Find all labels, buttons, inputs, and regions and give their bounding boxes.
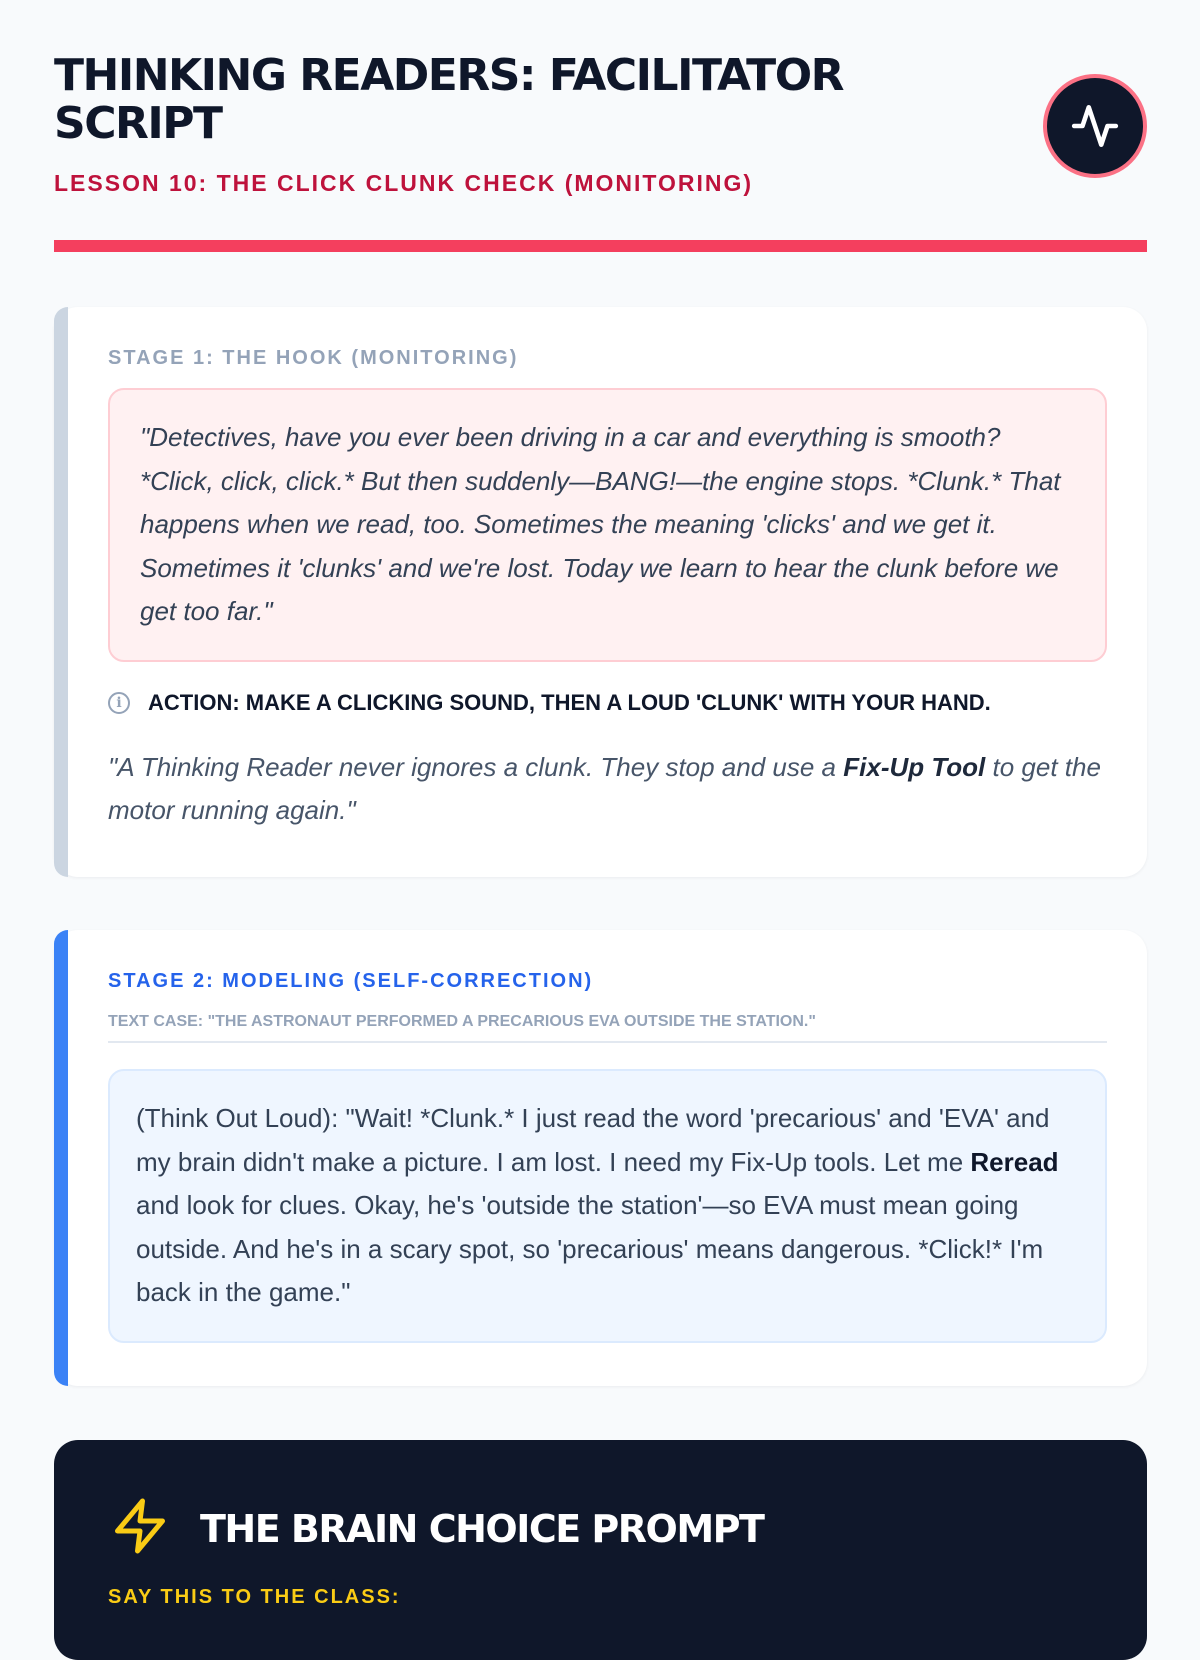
- header-divider: [54, 240, 1147, 252]
- text-case: TEXT CASE: "THE ASTRONAUT PERFORMED A PRECARIOUS EVA OUTSIDE THE STATION.": [108, 1013, 1107, 1043]
- closing-quote: [108, 746, 1107, 833]
- reread-term: Reread: [970, 1146, 1059, 1177]
- info-icon: i: [108, 692, 130, 714]
- think-aloud-end: and look for clues. Okay, he's 'outside the station'—so EVA must mean going outside. And he's in a scary spot, so 'precarious' means dangerous. *Click!* I'm back in the game.": [136, 1190, 1044, 1307]
- action-instruction: ACTION: MAKE A CLICKING SOUND, THEN A LOUD 'CLUNK' WITH YOUR HAND.: [148, 689, 991, 715]
- think-aloud-box: [108, 1069, 1107, 1343]
- prompt-title: THE BRAIN CHOICE PROMPT: [200, 1506, 764, 1551]
- stage-1-label: STAGE 1: THE HOOK (MONITORING): [108, 347, 519, 369]
- stage-2-card: [54, 930, 1147, 1386]
- activity-pulse-icon: [1043, 74, 1147, 178]
- think-aloud-start: (Think Out Loud): "Wait! *Clunk.* I just read the word 'precarious' and 'EVA' and my brain didn't make a picture. I am lost. I need my Fix-Up tools. Let me: [136, 1103, 1050, 1177]
- header: [54, 0, 1147, 254]
- lightning-bolt-icon: [110, 1496, 170, 1561]
- hook-quote: "Detectives, have you ever been driving in a car and everything is smooth? *Click, click, click.* But then suddenly—BANG!—the engine stops. *Clunk.* That happens when we read, too. Sometimes the meaning 'clicks' and we get it. Sometimes it 'clunks' and we're lost. Today we learn to hear the clunk before we get too far.": [108, 388, 1107, 662]
- action-row: [108, 690, 1107, 716]
- page-title: THINKING READERS: FACILITATOR SCRIPT: [54, 50, 843, 149]
- lesson-subtitle: LESSON 10: THE CLICK CLUNK CHECK (MONITORING): [54, 170, 754, 196]
- say-label: SAY THIS TO THE CLASS:: [108, 1586, 401, 1608]
- brain-choice-prompt-card: [54, 1440, 1147, 1660]
- closing-text-end: to get the motor running again.": [108, 751, 1101, 825]
- stage-1-card: [54, 307, 1147, 877]
- closing-text-start: "A Thinking Reader never ignores a clunk. They stop and use a: [108, 751, 844, 782]
- prompt-header: [110, 1496, 763, 1561]
- stage-2-label: STAGE 2: MODELING (SELF-CORRECTION): [108, 970, 594, 992]
- page: [54, 0, 1147, 1307]
- fix-up-tool-term: Fix-Up Tool: [843, 751, 986, 782]
